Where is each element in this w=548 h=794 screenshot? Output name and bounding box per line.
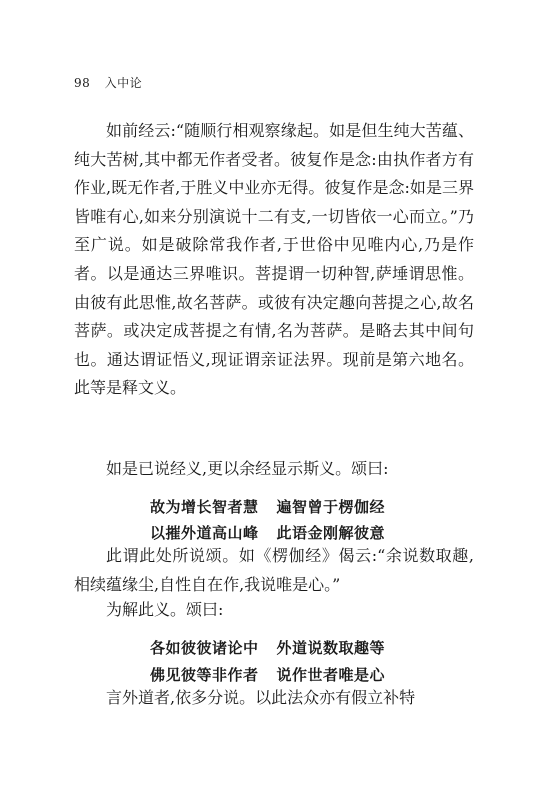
verse-line-1-first-half: 故为增长智者慧 bbox=[150, 498, 259, 516]
verse-line-1 bbox=[150, 496, 385, 517]
verse-line-4-first-half: 佛见彼等非作者 bbox=[150, 666, 259, 684]
book-title: 入中论 bbox=[104, 76, 143, 90]
verse-line-4 bbox=[150, 664, 385, 685]
verse-line-2-first-half: 以摧外道高山峰 bbox=[150, 524, 259, 542]
verse-line-3 bbox=[150, 637, 385, 658]
running-header bbox=[74, 74, 142, 91]
page-number: 98 bbox=[74, 76, 91, 90]
commentary-paragraph-1: 如前经云:“随顺行相观察缘起。如是但生纯大苦蕴、纯大苦树,其中都无作者受者。彼复作是念:由执作者方有作业,既无作者,于胜义中业亦无得。彼复作是念:如是三界皆唯有心,如来分别演说十二有支,一切皆依一心而立。”乃至广说。如是破除常我作者,于世俗中见唯内心,乃是作者。以是通达三界唯识。菩提谓一切种智,萨埵谓思惟。由彼有此思惟,故名菩萨。或彼有决定趣向菩提之心,故名菩萨。或决定成菩提之有情,名为菩萨。是略去其中间句也。通达谓证悟义,现证谓亲证法界。现前是第六地名。此等是释文义。 bbox=[74, 121, 474, 398]
commentary-paragraph-3: 言外道者,依多分说。以此法众亦有假立补特 bbox=[106, 688, 416, 707]
verse-intro-paragraph: 如是已说经义,更以余经显示斯义。颂曰: bbox=[106, 459, 389, 478]
verse-line-2-second-half: 此语金刚解彼意 bbox=[276, 524, 386, 542]
commentary-paragraph-2: 此谓此处所说颂。如《楞伽经》偈云:“余说数取趣,相续蕴缘尘,自性自在作,我说唯是心。” bbox=[74, 546, 474, 594]
verse-line-3-first-half: 各如彼彼诸论中 bbox=[150, 639, 259, 657]
verse-line-1-second-half: 遍智曾于楞伽经 bbox=[276, 498, 386, 516]
verse-line-3-second-half: 外道说数取趣等 bbox=[276, 639, 386, 657]
verse-line-2 bbox=[150, 522, 385, 543]
verse-intro-paragraph-2: 为解此义。颂曰: bbox=[106, 600, 224, 619]
verse-line-4-second-half: 说作世者唯是心 bbox=[276, 666, 386, 684]
